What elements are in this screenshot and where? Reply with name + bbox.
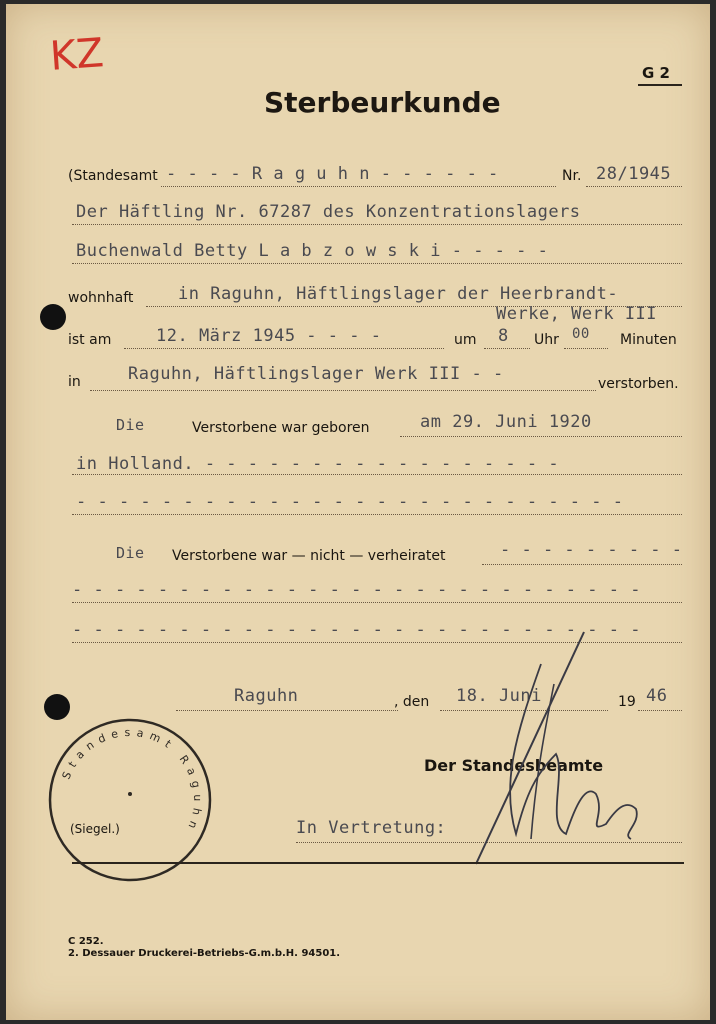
signature-scribble (446, 624, 656, 874)
married-fill: - - - - - - - - - (500, 540, 683, 560)
deputy-line: In Vertretung: (296, 818, 447, 838)
seal-label: (Siegel.) (70, 822, 120, 836)
date-label: ist am (68, 332, 112, 348)
in-label: in (68, 374, 81, 390)
page-title: Sterbeurkunde (264, 86, 501, 119)
married-article: Die (116, 544, 145, 562)
sign-date: 18. Juni (456, 686, 542, 706)
death-date: 12. März 1945 - - - - (156, 326, 382, 346)
death-hour: 8 (498, 326, 509, 346)
seal-ring-text: Standesamt Raguhn (59, 725, 205, 837)
printer-line: 2. Dessauer Druckerei-Betriebs-G.m.b.H. 94501. (68, 948, 341, 959)
official-seal (46, 716, 214, 884)
office-label: (Standesamt (68, 168, 158, 184)
death-place: Raguhn, Häftlingslager Werk III - - (128, 364, 504, 384)
minuten-label: Minuten (620, 332, 677, 348)
kz-annotation: KZ (48, 30, 106, 80)
death-minute: 00 (572, 326, 590, 342)
birth-date: am 29. Juni 1920 (420, 412, 592, 432)
resident-label: wohnhaft (68, 290, 134, 306)
resident-value-2: Werke, Werk III (496, 304, 658, 324)
birth-label: Verstorbene war geboren (192, 420, 370, 436)
resident-value-1: in Raguhn, Häftlingslager der Heerbrandt- (178, 284, 619, 304)
punch-hole (40, 304, 66, 330)
signature-rule (72, 862, 684, 864)
form-code-underline (638, 84, 682, 86)
married-label: Verstorbene war — nicht — verheiratet (172, 548, 446, 564)
um-label: um (454, 332, 477, 348)
sign-year: 46 (646, 686, 668, 706)
birth-article: Die (116, 416, 145, 434)
official-title: Der Standesbeamte (424, 756, 604, 775)
nr-label: Nr. (562, 168, 582, 184)
office-value: - - - - R a g u h n - - - - - - (166, 164, 499, 184)
sign-place: Raguhn (234, 686, 299, 706)
svg-text:Standesamt Raguhn (60, 726, 204, 836)
sign-den-label: , den (394, 694, 430, 710)
filler-line-3: - - - - - - - - - - - - - - - - - - - - - - - - - - - (72, 620, 641, 640)
filler-line-2: - - - - - - - - - - - - - - - - - - - - - - - - - - - (72, 580, 641, 600)
verstorben-label: verstorben. (598, 376, 679, 392)
printer-code: C 252. (68, 936, 104, 947)
birth-place: in Holland. - - - - - - - - - - - - - - - - - (76, 454, 560, 474)
sign-year-prefix: 19 (618, 694, 636, 710)
death-certificate-page (6, 4, 710, 1020)
form-code: G 2 (642, 64, 670, 82)
nr-value: 28/1945 (596, 164, 672, 184)
filler-line: - - - - - - - - - - - - - - - - - - - - - - - - - - (76, 492, 624, 512)
prisoner-line-2: Buchenwald Betty L a b z o w s k i - - - - - (76, 241, 549, 261)
prisoner-line-1: Der Häftling Nr. 67287 des Konzentrationslagers (76, 202, 581, 222)
uhr-label: Uhr (534, 332, 559, 348)
